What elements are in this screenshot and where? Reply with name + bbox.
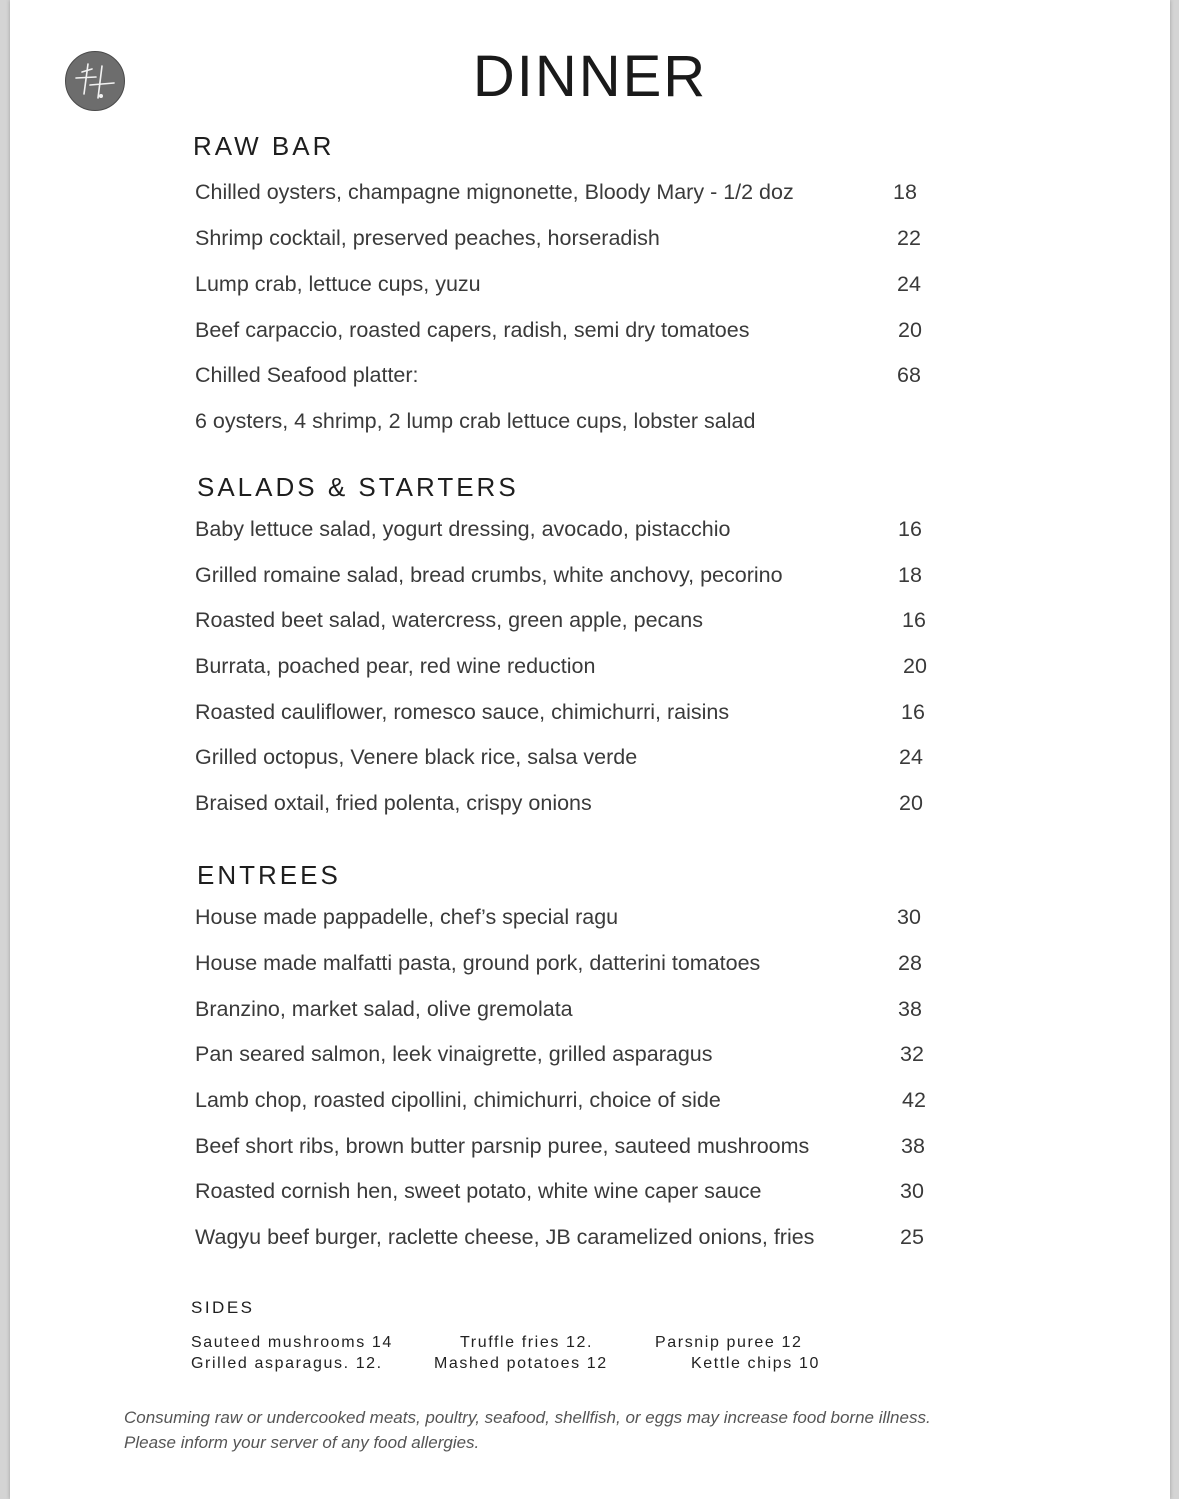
menu-item-name: Chilled oysters, champagne mignonette, Bloody Mary - 1/2 doz bbox=[195, 180, 794, 204]
menu-item-price: 25 bbox=[900, 1225, 924, 1249]
menu-item-name: House made pappadelle, chef’s special ragu bbox=[195, 905, 619, 929]
menu-item-name: Branzino, market salad, olive gremolata bbox=[195, 997, 573, 1021]
menu-item-price: 30 bbox=[900, 1179, 924, 1203]
side-item: Mashed potatoes 12 bbox=[434, 1355, 608, 1372]
menu-item-price: 16 bbox=[898, 517, 922, 541]
side-item: Grilled asparagus. 12. bbox=[191, 1355, 383, 1372]
menu-item-name: Shrimp cocktail, preserved peaches, horseradish bbox=[195, 226, 660, 250]
menu-item-name: Grilled octopus, Venere black rice, salsa verde bbox=[195, 745, 638, 769]
menu-item-price: 68 bbox=[897, 363, 921, 387]
menu-item-price: 32 bbox=[900, 1042, 924, 1066]
menu-item bbox=[195, 223, 935, 253]
menu-item-name: Chilled Seafood platter: bbox=[195, 363, 419, 387]
side-item: Kettle chips 10 bbox=[691, 1355, 820, 1372]
menu-item bbox=[195, 1039, 935, 1069]
menu-item-price: 16 bbox=[902, 608, 926, 632]
section-heading-raw-bar: RAW BAR bbox=[193, 131, 335, 161]
menu-item bbox=[195, 1222, 935, 1252]
menu-item bbox=[195, 406, 935, 436]
menu-item bbox=[195, 177, 935, 207]
menu-item bbox=[195, 315, 935, 345]
section-heading-entrees: ENTREES bbox=[197, 860, 341, 890]
menu-item-price: 24 bbox=[897, 272, 921, 296]
side-item: Sauteed mushrooms 14 bbox=[191, 1334, 393, 1351]
menu-page bbox=[10, 0, 1170, 1499]
menu-item-price: 42 bbox=[902, 1088, 926, 1112]
menu-item bbox=[195, 742, 935, 772]
menu-item bbox=[195, 994, 935, 1024]
menu-item-name: 6 oysters, 4 shrimp, 2 lump crab lettuce cups, lobster salad bbox=[195, 409, 756, 433]
menu-item-price: 24 bbox=[899, 745, 923, 769]
menu-item bbox=[195, 1085, 935, 1115]
menu-item-name: Grilled romaine salad, bread crumbs, white anchovy, pecorino bbox=[195, 563, 783, 587]
menu-item-price: 38 bbox=[901, 1134, 925, 1158]
menu-item bbox=[195, 605, 935, 635]
menu-item-price: 20 bbox=[898, 318, 922, 342]
menu-item-name: House made malfatti pasta, ground pork, datterini tomatoes bbox=[195, 951, 761, 975]
menu-item-price: 20 bbox=[899, 791, 923, 815]
section-heading-sides: SIDES bbox=[191, 1298, 255, 1317]
menu-item bbox=[195, 269, 935, 299]
menu-item-name: Baby lettuce salad, yogurt dressing, avocado, pistacchio bbox=[195, 517, 731, 541]
menu-item-name: Lamb chop, roasted cipollini, chimichurri, choice of side bbox=[195, 1088, 721, 1112]
menu-item-name: Roasted beet salad, watercress, green apple, pecans bbox=[195, 608, 703, 632]
menu-item-name: Roasted cauliflower, romesco sauce, chimichurri, raisins bbox=[195, 700, 730, 724]
side-item: Truffle fries 12. bbox=[460, 1334, 594, 1351]
menu-item bbox=[195, 360, 935, 390]
menu-item bbox=[195, 514, 935, 544]
menu-item-price: 30 bbox=[897, 905, 921, 929]
menu-item bbox=[195, 948, 935, 978]
menu-item-price: 18 bbox=[893, 180, 917, 204]
menu-item bbox=[195, 697, 935, 727]
menu-item-name: Lump crab, lettuce cups, yuzu bbox=[195, 272, 481, 296]
menu-item bbox=[195, 902, 935, 932]
menu-item-name: Burrata, poached pear, red wine reduction bbox=[195, 654, 596, 678]
menu-item-name: Beef carpaccio, roasted capers, radish, semi dry tomatoes bbox=[195, 318, 750, 342]
menu-item-price: 20 bbox=[903, 654, 927, 678]
allergy-disclaimer: Consuming raw or undercooked meats, poultry, seafood, shellfish, or eggs may increase food borne illness. bbox=[124, 1408, 931, 1427]
menu-item bbox=[195, 1176, 935, 1206]
menu-item-name: Pan seared salmon, leek vinaigrette, grilled asparagus bbox=[195, 1042, 713, 1066]
menu-item-price: 16 bbox=[901, 700, 925, 724]
menu-item-name: Beef short ribs, brown butter parsnip puree, sauteed mushrooms bbox=[195, 1134, 810, 1158]
menu-item bbox=[195, 788, 935, 818]
menu-item-price: 22 bbox=[897, 226, 921, 250]
menu-item bbox=[195, 560, 935, 590]
menu-item-name: Braised oxtail, fried polenta, crispy onions bbox=[195, 791, 592, 815]
menu-item-price: 28 bbox=[898, 951, 922, 975]
side-item: Parsnip puree 12 bbox=[655, 1334, 803, 1351]
menu-item-price: 18 bbox=[898, 563, 922, 587]
section-heading-salads-starters: SALADS & STARTERS bbox=[197, 472, 519, 502]
menu-item-name: Wagyu beef burger, raclette cheese, JB caramelized onions, fries bbox=[195, 1225, 815, 1249]
menu-item-price: 38 bbox=[898, 997, 922, 1021]
allergy-notice: Please inform your server of any food allergies. bbox=[124, 1433, 480, 1452]
menu-item bbox=[195, 651, 935, 681]
menu-item-name: Roasted cornish hen, sweet potato, white wine caper sauce bbox=[195, 1179, 762, 1203]
menu-item bbox=[195, 1131, 935, 1161]
page-title: DINNER bbox=[472, 44, 708, 109]
